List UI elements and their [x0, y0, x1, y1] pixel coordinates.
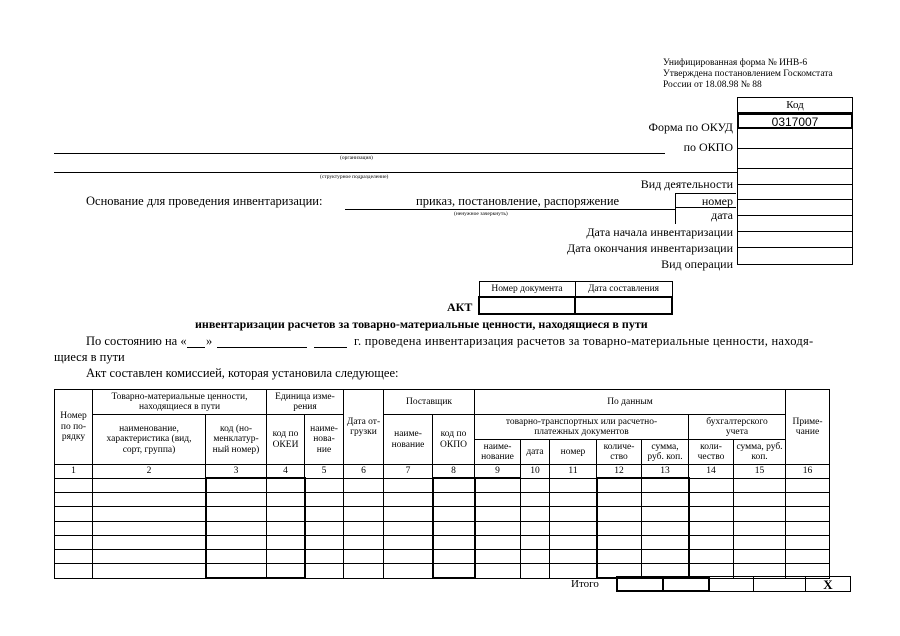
table-cell[interactable] — [384, 521, 433, 535]
year-line[interactable] — [314, 347, 347, 348]
table-cell[interactable] — [55, 564, 93, 579]
table-cell[interactable] — [550, 549, 597, 563]
table-cell[interactable] — [597, 493, 642, 507]
table-cell[interactable] — [521, 535, 550, 549]
quote-close: » — [206, 334, 213, 348]
h-acc-sum: сумма, руб. коп. — [734, 440, 786, 465]
table-cell[interactable] — [786, 521, 830, 535]
table-cell[interactable] — [786, 478, 830, 493]
table-row — [55, 478, 830, 493]
doc-date-cell[interactable] — [575, 297, 672, 314]
table-cell[interactable] — [305, 549, 344, 563]
table-cell[interactable] — [734, 521, 786, 535]
h-account: бухгалтерского учета — [689, 415, 786, 440]
table-row — [55, 507, 830, 521]
table-cell[interactable] — [55, 549, 93, 563]
table-cell[interactable] — [689, 535, 734, 549]
h-note: Приме-чание — [786, 390, 830, 465]
col-number: 3 — [206, 465, 267, 479]
doc-number-table — [478, 281, 673, 315]
okpo-code-cell[interactable] — [738, 129, 852, 149]
h-goods: Товарно-материальные ценности, находящиеся в пути — [93, 390, 267, 415]
operation-cell[interactable] — [738, 248, 852, 264]
table-cell[interactable] — [206, 507, 267, 521]
table-cell[interactable] — [267, 549, 305, 563]
table-cell[interactable] — [344, 507, 384, 521]
org-line[interactable] — [54, 153, 665, 154]
table-cell[interactable] — [206, 478, 267, 493]
unit-caption: (структурное подразделение) — [320, 174, 389, 180]
table-cell[interactable] — [206, 493, 267, 507]
basis-label: Основание для проведения инвентаризации: — [86, 194, 323, 208]
table-cell[interactable] — [93, 478, 206, 493]
total-acc-sum-cell[interactable] — [753, 576, 806, 592]
table-cell[interactable] — [521, 493, 550, 507]
col-number: 15 — [734, 465, 786, 479]
doc-date-header: Дата составления — [575, 282, 672, 298]
table-cell[interactable] — [521, 564, 550, 579]
month-line[interactable] — [217, 347, 307, 348]
date-code-cell[interactable] — [738, 200, 852, 216]
table-cell[interactable] — [689, 478, 734, 493]
total-sum-cell[interactable] — [662, 576, 710, 592]
commission-text: Акт составлен комиссией, которая установила следующее: — [86, 366, 399, 380]
doc-number-cell[interactable] — [479, 297, 575, 314]
total-acc-qty-cell[interactable] — [708, 576, 754, 592]
number-label: номер — [675, 193, 736, 208]
table-cell[interactable] — [475, 493, 521, 507]
col-number: 12 — [597, 465, 642, 479]
table-cell[interactable] — [384, 549, 433, 563]
table-cell[interactable] — [642, 478, 689, 493]
table-cell[interactable] — [344, 521, 384, 535]
activity-code-cell[interactable] — [738, 169, 852, 185]
h-tr-num: номер — [550, 440, 597, 465]
table-cell[interactable] — [267, 507, 305, 521]
table-cell[interactable] — [734, 493, 786, 507]
col-number: 8 — [433, 465, 475, 479]
basis-value: приказ, постановление, распоряжение — [416, 194, 620, 208]
total-label: Итого — [571, 578, 599, 590]
table-cell[interactable] — [475, 549, 521, 563]
table-cell[interactable] — [267, 521, 305, 535]
col-number: 16 — [786, 465, 830, 479]
table-cell[interactable] — [344, 535, 384, 549]
okud-code: 0317007 — [737, 113, 853, 128]
table-cell[interactable] — [55, 493, 93, 507]
end-date-label: Дата окончания инвентаризации — [567, 241, 733, 255]
table-cell[interactable] — [521, 507, 550, 521]
table-cell[interactable] — [597, 535, 642, 549]
state-line2: щиеся в пути — [54, 350, 125, 364]
col-number: 4 — [267, 465, 305, 479]
day-line[interactable] — [187, 347, 205, 348]
table-cell[interactable] — [384, 535, 433, 549]
table-cell[interactable] — [305, 535, 344, 549]
table-row — [55, 549, 830, 563]
table-cell[interactable] — [93, 535, 206, 549]
table-cell[interactable] — [642, 549, 689, 563]
table-row — [55, 535, 830, 549]
table-cell[interactable] — [475, 535, 521, 549]
table-cell[interactable] — [55, 478, 93, 493]
table-cell[interactable] — [433, 535, 475, 549]
table-cell[interactable] — [267, 535, 305, 549]
unit-line[interactable] — [54, 172, 737, 173]
column-numbers-row — [55, 465, 830, 479]
operation-label: Вид операции — [661, 257, 733, 271]
org-caption: (организация) — [340, 155, 373, 161]
basis-caption: (ненужное зачеркнуть) — [454, 211, 508, 217]
table-cell[interactable] — [384, 478, 433, 493]
table-cell[interactable] — [786, 507, 830, 521]
table-cell[interactable] — [521, 521, 550, 535]
table-row — [55, 493, 830, 507]
col-number: 14 — [689, 465, 734, 479]
h-tr-date: дата — [521, 440, 550, 465]
table-cell[interactable] — [384, 564, 433, 579]
table-cell[interactable] — [475, 478, 521, 493]
h-tr-name: наиме-нование — [475, 440, 521, 465]
table-cell[interactable] — [734, 478, 786, 493]
table-row — [55, 521, 830, 535]
number-code-cell[interactable] — [738, 185, 852, 200]
col-number: 2 — [93, 465, 206, 479]
table-cell[interactable] — [642, 493, 689, 507]
form-info — [663, 58, 833, 91]
okpo-label: по ОКПО — [683, 140, 733, 154]
table-cell[interactable] — [433, 493, 475, 507]
h-unit-code: код по ОКЕИ — [267, 415, 305, 465]
table-cell[interactable] — [550, 493, 597, 507]
col-number: 7 — [384, 465, 433, 479]
table-cell[interactable] — [786, 535, 830, 549]
table-cell[interactable] — [93, 549, 206, 563]
table-cell[interactable] — [734, 549, 786, 563]
table-cell[interactable] — [384, 493, 433, 507]
start-date-cell[interactable] — [738, 216, 852, 232]
table-cell[interactable] — [305, 564, 344, 579]
act-label: АКТ — [447, 300, 473, 314]
table-cell[interactable] — [55, 535, 93, 549]
main-table — [54, 389, 830, 579]
col-number: 11 — [550, 465, 597, 479]
table-cell[interactable] — [689, 521, 734, 535]
h-supplier: Поставщик — [384, 390, 475, 415]
col-number: 5 — [305, 465, 344, 479]
table-cell[interactable] — [642, 535, 689, 549]
h-acc-qty: коли-чество — [689, 440, 734, 465]
table-cell[interactable] — [642, 521, 689, 535]
table-cell[interactable] — [475, 521, 521, 535]
table-cell[interactable] — [384, 507, 433, 521]
start-date-label: Дата начала инвентаризации — [586, 225, 733, 239]
okpo-code-cell-2[interactable] — [738, 149, 852, 169]
table-cell[interactable] — [206, 535, 267, 549]
table-cell[interactable] — [93, 521, 206, 535]
table-cell[interactable] — [206, 564, 267, 579]
table-cell[interactable] — [305, 493, 344, 507]
col-number: 10 — [521, 465, 550, 479]
table-cell[interactable] — [344, 549, 384, 563]
end-date-cell[interactable] — [738, 232, 852, 248]
h-unit-name: наиме-нова-ние — [305, 415, 344, 465]
table-cell[interactable] — [206, 549, 267, 563]
col-number: 9 — [475, 465, 521, 479]
form-date: России от 18.08.98 № 88 — [663, 80, 762, 90]
total-qty-cell[interactable] — [616, 576, 664, 592]
table-cell[interactable] — [550, 478, 597, 493]
table-cell[interactable] — [267, 493, 305, 507]
table-cell[interactable] — [267, 478, 305, 493]
table-cell[interactable] — [550, 507, 597, 521]
state-end: г. проведена инвентаризация расчетов за товарно-материальные ценности, находя- — [354, 334, 814, 348]
table-cell[interactable] — [550, 564, 597, 579]
h-unit: Единица изме-рения — [267, 390, 344, 415]
state-start: По состоянию на « — [86, 334, 187, 348]
table-cell[interactable] — [344, 493, 384, 507]
code-title: Код — [738, 98, 852, 113]
table-cell[interactable] — [433, 564, 475, 579]
h-by-data: По данным — [475, 390, 786, 415]
table-cell[interactable] — [305, 478, 344, 493]
table-cell[interactable] — [597, 549, 642, 563]
table-cell[interactable] — [550, 521, 597, 535]
table-cell[interactable] — [344, 478, 384, 493]
table-cell[interactable] — [786, 549, 830, 563]
h-num: Номер по по-рядку — [55, 390, 93, 465]
h-goods-code: код (но-менклатур-ный номер) — [206, 415, 267, 465]
h-tr-sum: сумма, руб. коп. — [642, 440, 689, 465]
table-cell[interactable] — [93, 507, 206, 521]
table-cell[interactable] — [305, 507, 344, 521]
table-cell[interactable] — [597, 507, 642, 521]
code-box — [737, 97, 853, 265]
doc-number-header: Номер документа — [479, 282, 575, 298]
col-number: 1 — [55, 465, 93, 479]
table-cell[interactable] — [433, 507, 475, 521]
table-cell[interactable] — [55, 507, 93, 521]
table-cell[interactable] — [597, 478, 642, 493]
col-number: 13 — [642, 465, 689, 479]
table-cell[interactable] — [433, 478, 475, 493]
h-transport: товарно-транспортных или расчетно-платежных документов — [475, 415, 689, 440]
table-cell[interactable] — [475, 564, 521, 579]
h-ship-date: Дата от-грузки — [344, 390, 384, 465]
table-cell[interactable] — [475, 507, 521, 521]
col-number: 6 — [344, 465, 384, 479]
table-cell[interactable] — [433, 521, 475, 535]
activity-label: Вид деятельности — [640, 177, 733, 191]
table-cell[interactable] — [642, 507, 689, 521]
date-label: дата — [675, 208, 736, 224]
table-cell[interactable] — [93, 564, 206, 579]
table-cell[interactable] — [344, 564, 384, 579]
h-sup-okpo: код по ОКПО — [433, 415, 475, 465]
table-cell[interactable] — [55, 521, 93, 535]
h-goods-name: наименование, характеристика (вид, сорт, группа) — [93, 415, 206, 465]
table-cell[interactable] — [206, 521, 267, 535]
h-sup-name: наиме-нование — [384, 415, 433, 465]
table-cell[interactable] — [597, 521, 642, 535]
table-cell[interactable] — [734, 507, 786, 521]
table-cell[interactable] — [550, 535, 597, 549]
basis-line[interactable] — [345, 209, 675, 210]
table-cell[interactable] — [93, 493, 206, 507]
table-cell[interactable] — [521, 549, 550, 563]
table-cell[interactable] — [521, 478, 550, 493]
table-cell[interactable] — [305, 521, 344, 535]
h-tr-qty: количе-ство — [597, 440, 642, 465]
table-cell[interactable] — [786, 493, 830, 507]
table-cell[interactable] — [689, 507, 734, 521]
form-number: Унифицированная форма № ИНВ-6 — [663, 58, 808, 68]
table-cell[interactable] — [689, 493, 734, 507]
page-title: инвентаризации расчетов за товарно-материальные ценности, находящиеся в пути — [195, 317, 648, 331]
table-cell[interactable] — [267, 564, 305, 579]
okud-label: Форма по ОКУД — [648, 120, 733, 134]
form-approval: Утверждена постановлением Госкомстата — [663, 69, 833, 79]
table-cell[interactable] — [433, 549, 475, 563]
table-cell[interactable] — [734, 535, 786, 549]
table-cell[interactable] — [689, 549, 734, 563]
total-x-mark: X — [805, 576, 851, 592]
